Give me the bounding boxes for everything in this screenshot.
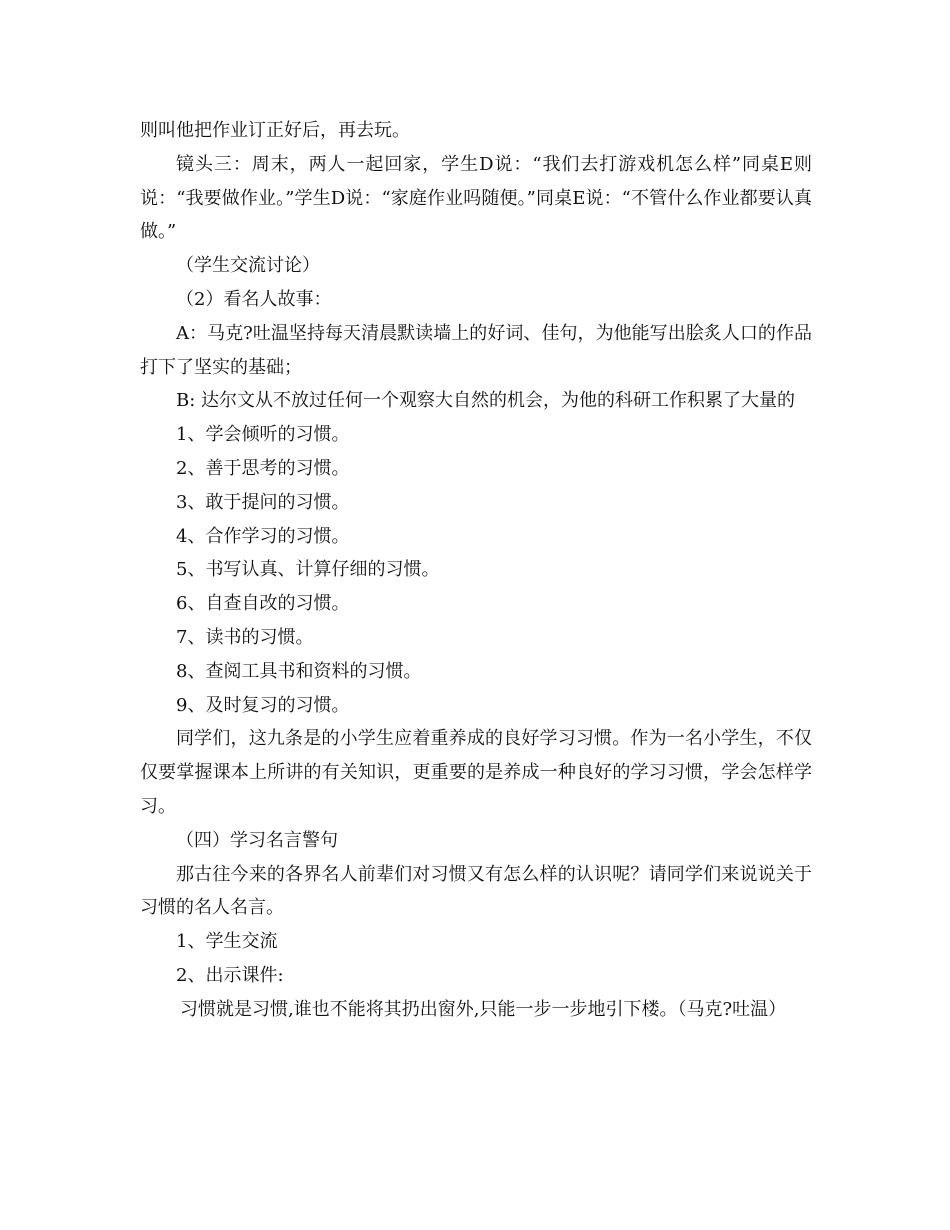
paragraph-quote-mark-twain: 习惯就是习惯,谁也不能将其扔出窗外,只能一步一步地引下楼。（马克?吐温） — [180, 998, 787, 1020]
paragraph-story-b: B: 达尔文从不放过任何一个观察大自然的机会，为他的科研工作积累了大量的 — [176, 390, 796, 412]
paragraph-quotes-intro: 那古往今来的各界名人前辈们对习惯又有怎么样的认识呢？请同学们来说说关于习惯的名人名言。 — [140, 863, 812, 919]
list-item-habit-5: 5、书写认真、计算仔细的习惯。 — [176, 559, 440, 581]
list-item-habit-9: 9、及时复习的习惯。 — [176, 694, 350, 716]
list-item-show-courseware: 2、出示课件: — [176, 964, 284, 986]
list-item-habit-2: 2、善于思考的习惯。 — [176, 457, 350, 479]
list-item-habit-4: 4、合作学习的习惯。 — [176, 525, 350, 547]
list-item-habit-7: 7、读书的习惯。 — [176, 626, 314, 648]
list-item-habit-8: 8、查阅工具书和资料的习惯。 — [176, 660, 422, 682]
paragraph-discussion: （学生交流讨论） — [176, 255, 320, 277]
list-item-habit-3: 3、敢于提问的习惯。 — [176, 491, 350, 513]
list-item-habit-6: 6、自查自改的习惯。 — [176, 593, 350, 615]
list-item-student-exchange: 1、学生交流 — [176, 931, 278, 953]
paragraph-habits-summary: 同学们，这九条是的小学生应着重养成的良好学习习惯。作为一名小学生，不仅仅要掌握课本上所讲的有关知识，更重要的是养成一种良好的学习习惯，学会怎样学习。 — [140, 728, 812, 817]
section-heading-quotes: （四）学习名言警句 — [176, 829, 338, 851]
paragraph-continuation: 则叫他把作业订正好后，再去玩。 — [140, 120, 410, 141]
paragraph-scene-three: 镜头三：周末，两人一起回家，学生D说：“我们去打游戏机怎么样”同桌E则说：“我要做作业。”学生D说：“家庭作业吗随便。”同桌E说：“不管什么作业都要认真做。” — [140, 153, 812, 243]
document-body — [140, 114, 812, 1027]
paragraph-celebrity-stories-heading: （2）看名人故事： — [176, 288, 332, 310]
list-item-habit-1: 1、学会倾听的习惯。 — [176, 424, 350, 446]
paragraph-story-a: A：马克?吐温坚持每天清晨默读墙上的好词、佳句，为他能写出脍炙人口的作品打下了坚实的基础； — [140, 322, 812, 378]
